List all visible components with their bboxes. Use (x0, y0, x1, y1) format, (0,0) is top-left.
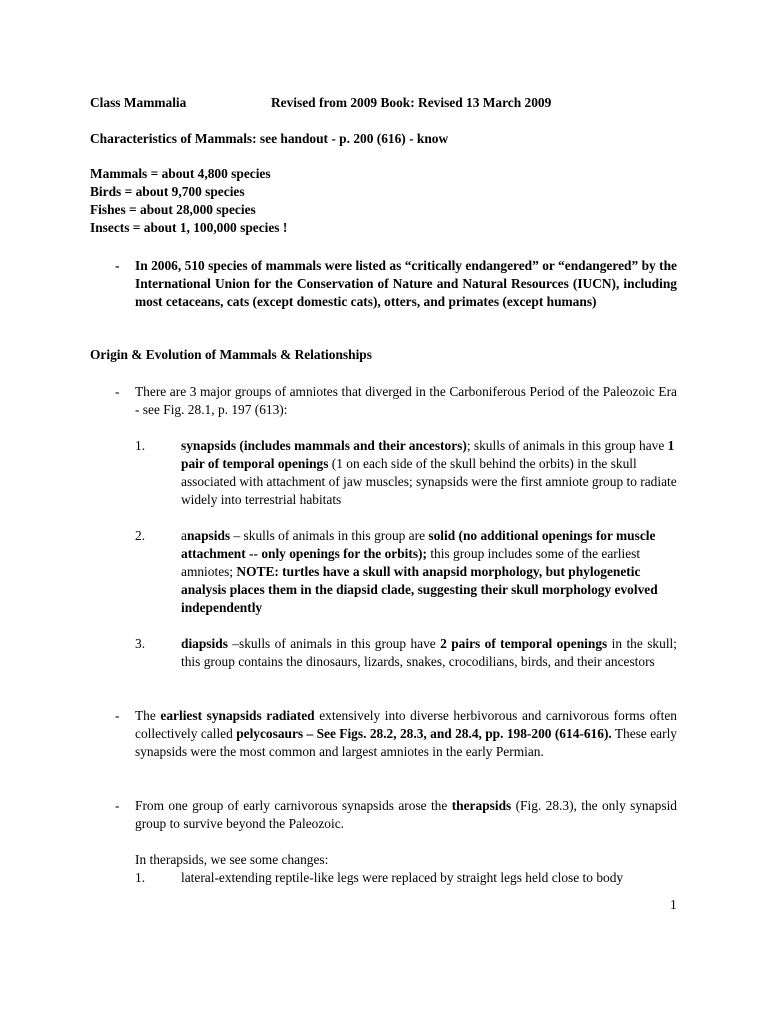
text-run: 1 pair of temporal openings (181, 438, 675, 471)
group-number: 1. (135, 438, 146, 453)
text-run: From one group of early carnivorous synapsids arose the (135, 798, 452, 813)
page-number: 1 (670, 897, 677, 912)
group-number: 2. (135, 528, 146, 543)
species-fishes: Fishes = about 28,000 species (90, 202, 256, 217)
text-run: ; skulls of animals in this group have (466, 438, 668, 453)
group-synapsids (181, 437, 677, 509)
group-number: 3. (135, 636, 146, 651)
text-run: a (181, 528, 187, 543)
text-run: (1 on each side of the skull behind the orbits) in the skull associated with attachment of jaw muscles; synapsids were the first amniote group to radiate widely into terrestrial habitats (181, 456, 677, 507)
origin-heading: Origin & Evolution of Mammals & Relationships (90, 347, 372, 362)
bullet-endangered: In 2006, 510 species of mammals were listed as “critically endangered” or “endangered” by the International Union for the Conservation of Nature and Natural Resources (IUCN), including most cetaceans, cats (except domestic cats), otters, and primates (except humans) (135, 258, 677, 309)
bullet-earliest-synapsids (135, 707, 677, 761)
text-run: diapsids (181, 636, 228, 651)
bullet-dash: - (115, 708, 120, 723)
text-run: The (135, 708, 161, 723)
therapsid-change-1: lateral-extending reptile-like legs were replaced by straight legs held close to body (181, 870, 624, 885)
bullet-dash: - (115, 258, 120, 273)
text-run: These early synapsids were the most common and largest amniotes in the early Permian. (135, 726, 677, 759)
text-run: synapsids (includes mammals and their ancestors) (181, 438, 467, 453)
species-insects: Insects = about 1, 100,000 species ! (90, 220, 288, 235)
text-run: extensively into diverse herbivorous and carnivorous forms often collectively called (135, 708, 678, 741)
text-run: pelycosaurs – See Figs. 28.2, 28.3, and 28.4, pp. 198-200 (614-616). (236, 726, 612, 741)
text-run: earliest synapsids radiated (160, 708, 315, 723)
text-run: NOTE: turtles have a skull with anapsid morphology, but phylogenetic analysis places them in the diapsid clade, suggesting their skull morphology evolved independently (181, 564, 658, 615)
text-run: 2 pairs of temporal openings (440, 636, 608, 651)
species-birds: Birds = about 9,700 species (90, 184, 245, 199)
characteristics-line: Characteristics of Mammals: see handout - p. 200 (616) - know (90, 131, 449, 146)
text-run: –skulls of animals in this group have (227, 636, 441, 651)
group-diapsids (181, 635, 677, 671)
bullet-amniotes: There are 3 major groups of amniotes that diverged in the Carboniferous Period of the Paleozoic Era - see Fig. 28.1, p. 197 (613): (135, 384, 677, 417)
text-run: – skulls of animals in this group are (230, 528, 429, 543)
text-run: solid (no additional openings for muscle attachment -- only openings for the orbits); (181, 528, 656, 561)
bullet-dash: - (115, 798, 120, 813)
species-mammals: Mammals = about 4,800 species (90, 166, 271, 181)
group-anapsids (181, 527, 677, 617)
text-run: this group includes some of the earliest amniotes; (181, 546, 641, 579)
text-run: napsids (186, 528, 231, 543)
change-number: 1. (135, 870, 146, 885)
text-run: (Fig. 28.3), the only synapsid group to survive beyond the Paleozoic. (135, 798, 677, 831)
header-left: Class Mammalia (90, 95, 187, 110)
bullet-therapsids (135, 797, 677, 833)
text-run: therapsids (451, 798, 512, 813)
therapsid-changes-intro: In therapsids, we see some changes: (135, 852, 329, 867)
header-right: Revised from 2009 Book: Revised 13 March 2009 (271, 95, 552, 110)
bullet-dash: - (115, 384, 120, 399)
text-run: in the skull; this group contains the dinosaurs, lizards, snakes, crocodilians, birds, and their ancestors (181, 636, 677, 669)
